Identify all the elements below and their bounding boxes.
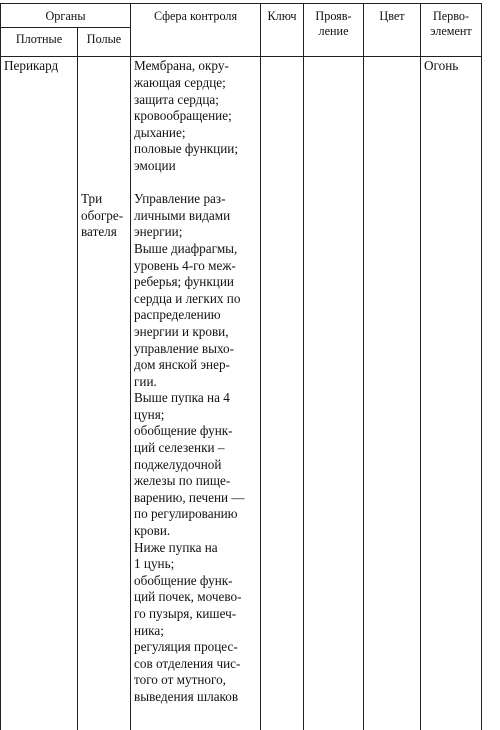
sphere-line: сов отделения чис- <box>134 655 241 671</box>
sphere-line: эмоции <box>134 157 176 173</box>
sphere-line: защита сердца; <box>134 91 219 107</box>
sphere-line: Выше пупка на 4 <box>134 390 230 406</box>
cell-dense <box>1 57 78 730</box>
sphere-line: регуляция процес- <box>134 639 238 655</box>
header-manifestation-line1: Прояв- <box>315 9 352 23</box>
spacer <box>81 175 128 192</box>
sphere-line: распределению <box>134 307 221 323</box>
sphere-line: варению, печени — <box>134 489 245 505</box>
sphere-line: уровень 4-го меж- <box>134 257 236 273</box>
sphere-line: 1 цунь; <box>134 556 175 572</box>
header-manifestation-line2: ление <box>318 24 349 39</box>
header-organs: Органы <box>1 4 131 28</box>
sphere-line: управление выхо- <box>134 340 235 356</box>
sphere-line: крови. <box>134 523 171 539</box>
sphere-line: Выше диафрагмы, <box>134 240 238 256</box>
sphere-line: дом янской энер- <box>134 357 230 373</box>
spacer <box>81 141 128 158</box>
sphere-line: ций почек, мочево- <box>134 589 242 605</box>
header-manifestation <box>304 4 364 57</box>
spacer <box>134 175 258 192</box>
organs-table <box>0 3 482 730</box>
sphere-line: кровообращение; <box>134 108 232 124</box>
sphere-line: ций селезенки – <box>134 440 225 456</box>
header-key: Ключ <box>261 4 304 57</box>
element-name: Огонь <box>424 58 459 74</box>
sphere-line: Мембрана, окру- <box>134 58 229 74</box>
sphere-line: того от мутного, <box>134 672 226 688</box>
sphere-line: энергии; <box>134 224 183 240</box>
sphere-line: железы по пище- <box>134 473 231 489</box>
cell-color <box>364 57 421 730</box>
sphere-line: поджелудочной <box>134 456 222 472</box>
sphere-line: Управление раз- <box>134 191 226 207</box>
header-sphere: Сфера контроля <box>131 4 261 57</box>
sphere-line: энергии и крови, <box>134 323 229 339</box>
cell-element <box>421 57 482 730</box>
hollow-organ-line: вателя <box>81 224 117 240</box>
hollow-organ-line: обогре- <box>81 207 124 223</box>
sphere-line: го пузыря, кишеч- <box>134 606 237 621</box>
header-hollow: Полые <box>78 28 131 57</box>
sphere-line: сердца и легких по <box>134 290 241 306</box>
table-row <box>1 57 482 730</box>
header-color: Цвет <box>364 4 421 57</box>
sphere-line: обобщение функ- <box>134 423 233 439</box>
sphere-line: личными видами <box>134 207 231 223</box>
sphere-line: гии. <box>134 373 157 389</box>
header-dense: Плотные <box>1 28 78 57</box>
sphere-line: ника; <box>134 622 164 638</box>
cell-hollow <box>78 57 131 730</box>
sphere-line: цуня; <box>134 406 165 422</box>
sphere-line: дыхание; <box>134 124 186 140</box>
spacer <box>81 158 128 175</box>
hollow-organ-line: Три <box>81 191 103 207</box>
sphere-line: выведения шлаков <box>134 688 239 704</box>
cell-sphere <box>131 57 261 730</box>
cell-manifestation <box>304 57 364 730</box>
cell-key <box>261 57 304 730</box>
sphere-line: жающая сердце; <box>134 75 226 90</box>
sphere-line: половые функции; <box>134 141 239 157</box>
header-element-line1: Перво- <box>432 9 470 23</box>
header-element-line2: элемент <box>430 24 472 39</box>
spacer <box>81 92 128 109</box>
sphere-line: реберья; функции <box>134 274 234 290</box>
spacer <box>81 108 128 125</box>
header-element <box>421 4 482 57</box>
spacer <box>81 58 128 75</box>
sphere-line: по регулированию <box>134 506 238 522</box>
spacer <box>81 125 128 142</box>
sphere-line: обобщение функ- <box>134 572 233 588</box>
dense-organ-name: Перикард <box>4 58 59 74</box>
sphere-line: Ниже пупка на <box>134 539 218 555</box>
spacer <box>81 75 128 92</box>
